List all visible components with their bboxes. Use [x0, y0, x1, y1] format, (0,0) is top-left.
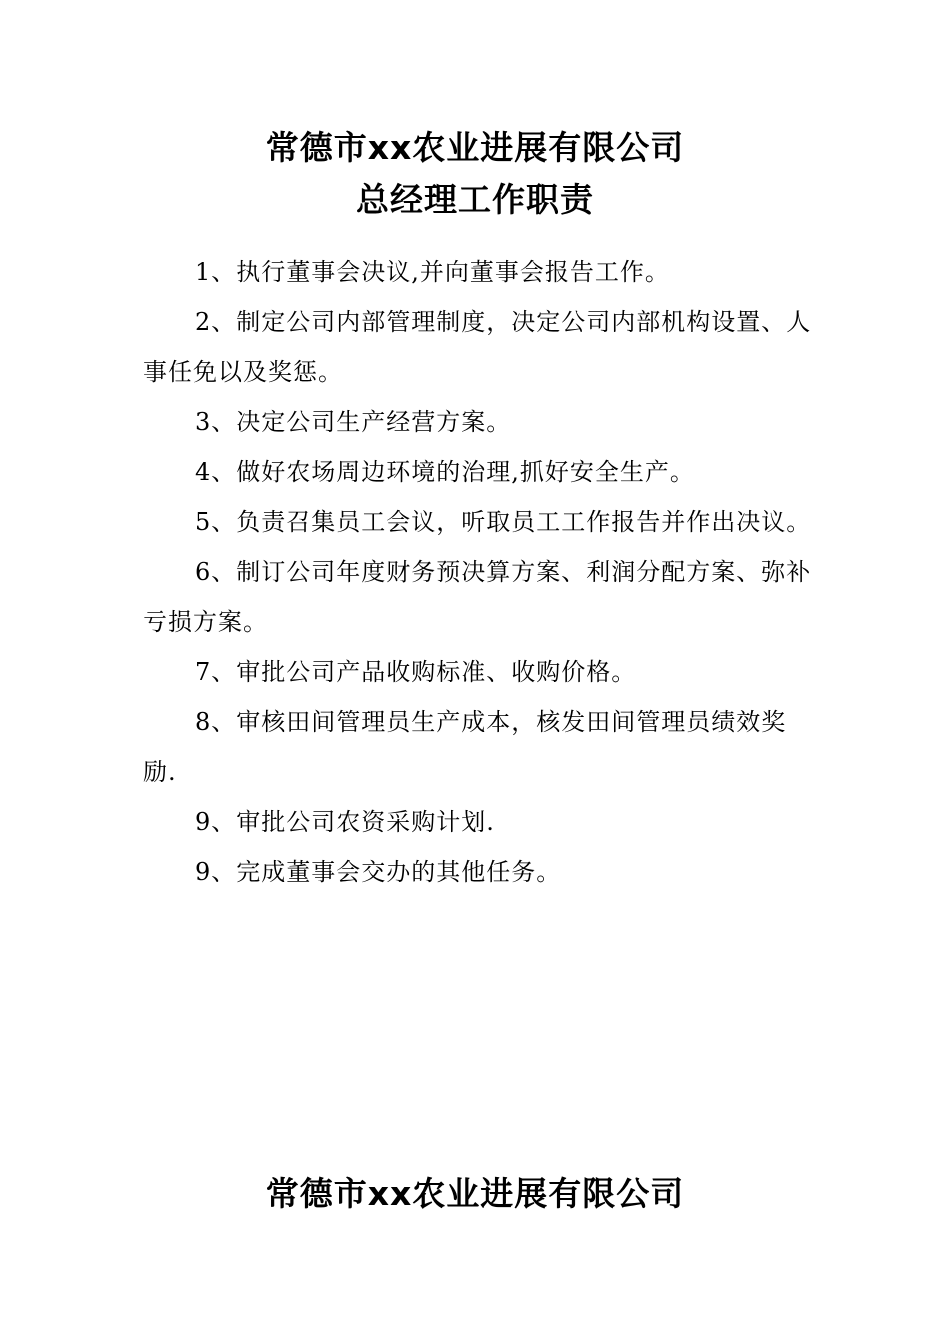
duty-item-4: 4、做好农场周边环境的治理,抓好安全生产。	[195, 458, 695, 486]
document-title-company: 常德市xx农业进展有限公司	[265, 128, 685, 167]
next-document-title-company: 常德市xx农业进展有限公司	[265, 1174, 685, 1213]
duty-item-8: 8、审核田间管理员生产成本，核发田间管理员绩效奖励.	[143, 708, 787, 786]
duty-item-10: 9、完成董事会交办的其他任务。	[195, 858, 562, 886]
duty-item-1: 1、执行董事会决议,并向董事会报告工作。	[195, 258, 670, 286]
duty-item-9: 9、审批公司农资采购计划.	[195, 808, 495, 836]
duty-item-2: 2、制定公司内部管理制度，决定公司内部机构设置、人事任免以及奖惩。	[143, 308, 812, 386]
document-title-position: 总经理工作职责	[356, 180, 594, 219]
duty-item-3: 3、决定公司生产经营方案。	[195, 408, 512, 436]
duty-item-7: 7、审批公司产品收购标准、收购价格。	[195, 658, 637, 686]
duty-item-5: 5、负责召集员工会议，听取员工工作报告并作出决议。	[195, 508, 812, 536]
duties-list	[143, 247, 813, 897]
duty-item-6: 6、制订公司年度财务预决算方案、利润分配方案、弥补亏损方案。	[143, 558, 812, 636]
